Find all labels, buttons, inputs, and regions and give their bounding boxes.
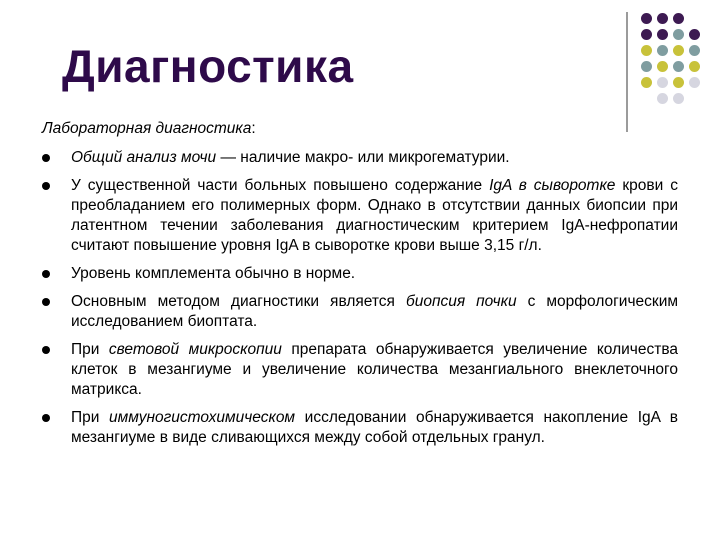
decorative-dot (673, 77, 684, 88)
decorative-dot (641, 77, 652, 88)
bullet-item (42, 148, 678, 168)
decorative-dot (673, 13, 684, 24)
bullet-list (42, 148, 678, 448)
emphasis-text: биопсия почки (405, 293, 517, 310)
body-text: У существенной части больных повышено содержание (71, 177, 490, 194)
decorative-dot (641, 61, 652, 72)
section-subheading (42, 119, 678, 139)
decorative-dot (657, 29, 668, 40)
subheading-colon: : (251, 120, 256, 137)
body-text: При (71, 409, 110, 426)
bullet-item (42, 176, 678, 256)
decorative-dot-grid (638, 10, 720, 120)
decorative-dot (673, 61, 684, 72)
decorative-dot (673, 29, 684, 40)
body-text: — наличие макро- или микрогематурии. (216, 149, 510, 166)
bullet-icon (42, 270, 50, 278)
decorative-dot (673, 93, 684, 104)
bullet-icon (42, 182, 50, 190)
decorative-dot (657, 45, 668, 56)
body-text: препарата обнаруживается увеличение количества клеток в мезангиуме и увеличение количества мезангиального внеклеточного матрикса. (71, 341, 678, 398)
bullet-icon (42, 346, 50, 354)
emphasis-text: Общий анализ мочи (71, 149, 217, 166)
decorative-dot (689, 61, 700, 72)
decorative-dot (689, 45, 700, 56)
decorative-dot (657, 61, 668, 72)
decorative-dot (689, 77, 700, 88)
decorative-dot (641, 29, 652, 40)
decorative-dot (641, 13, 652, 24)
bullet-item (42, 264, 678, 284)
bullet-icon (42, 414, 50, 422)
body-text: с морфологическим исследованием биоптата. (71, 293, 679, 330)
page-title: Диагностика (62, 40, 354, 92)
bullet-icon (42, 154, 50, 162)
decorative-dot (689, 29, 700, 40)
body-text: При (71, 341, 109, 358)
emphasis-text: IgA в сыворотке (489, 177, 616, 194)
bullet-item (42, 292, 678, 332)
decorative-dot (641, 45, 652, 56)
decorative-dot (657, 13, 668, 24)
emphasis-text: световой микроскопии (108, 341, 282, 358)
slide-body (42, 119, 678, 456)
subheading-text: Лабораторная диагностика (42, 120, 252, 137)
decorative-dot (657, 77, 668, 88)
bullet-icon (42, 298, 50, 306)
body-text: исследовании обнаруживается накопление IgA в мезангиуме в виде сливающихся между собой отдельных гранул. (71, 409, 678, 446)
emphasis-text: иммуногистохимическом (109, 409, 296, 426)
decorative-divider (626, 12, 628, 132)
body-text: крови с преобладанием его полимерных форм. Однако в отсутствии данных биопсии при латентном течении заболевания диагностическим критерием IgA-нефропатии считают повышение уровня IgA в сыворотке крови выше 3,15 г/л. (71, 177, 679, 254)
bullet-item (42, 408, 678, 448)
body-text: Уровень комплемента обычно в норме. (71, 265, 356, 282)
bullet-item (42, 340, 678, 400)
body-text: Основным методом диагностики является (71, 293, 406, 310)
decorative-dot (657, 93, 668, 104)
decorative-dot (673, 45, 684, 56)
